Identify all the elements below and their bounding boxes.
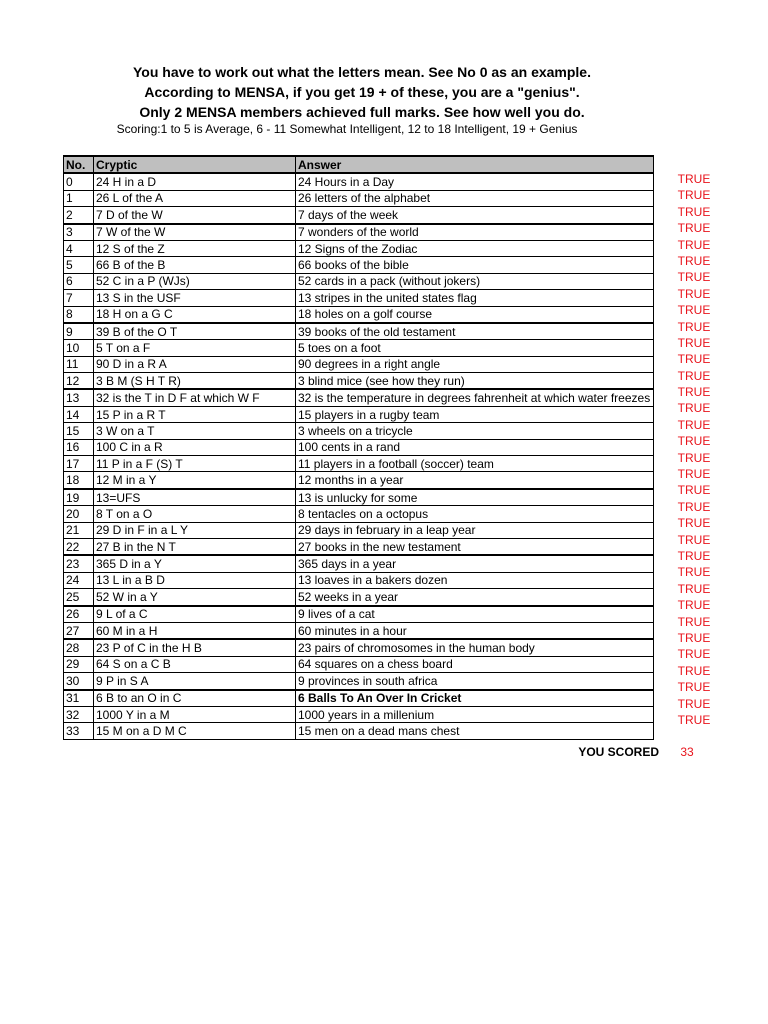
answer-cell: 32 is the temperature in degrees fahrenheit at which water freezes (296, 389, 654, 406)
table-row (64, 323, 654, 340)
table-row (64, 622, 654, 639)
result-cell: TRUE (677, 565, 711, 580)
result-cell: TRUE (677, 335, 711, 350)
table-row (64, 555, 654, 572)
cryptic-cell: 12 M in a Y (94, 472, 296, 489)
title-line-3: Only 2 MENSA members achieved full marks. See how well you do. (139, 104, 585, 120)
answer-cell: 39 books of the old testament (296, 323, 654, 340)
result-cell: TRUE (677, 385, 711, 400)
result-cell: TRUE (677, 548, 711, 563)
result-cell: TRUE (677, 204, 711, 219)
table-row (64, 273, 654, 289)
table-row (64, 690, 654, 707)
title-line-1: You have to work out what the letters mean. See No 0 as an example. (133, 64, 591, 80)
row-number: 26 (64, 606, 94, 623)
row-number: 22 (64, 538, 94, 555)
row-number: 18 (64, 472, 94, 489)
answer-cell: 12 months in a year (296, 472, 654, 489)
cryptic-cell: 9 P in S A (94, 673, 296, 690)
row-number: 2 (64, 207, 94, 224)
answer-cell: 15 men on a dead mans chest (296, 723, 654, 739)
answer-cell: 15 players in a rugby team (296, 406, 654, 422)
answer-cell: 60 minutes in a hour (296, 622, 654, 639)
cryptic-cell: 1000 Y in a M (94, 706, 296, 722)
result-cell: TRUE (677, 581, 711, 596)
result-cell: TRUE (677, 483, 711, 498)
result-cell: TRUE (677, 319, 711, 334)
result-cell: TRUE (677, 614, 711, 629)
row-number: 28 (64, 639, 94, 656)
table-row (64, 423, 654, 439)
cryptic-cell: 52 C in a P (WJs) (94, 273, 296, 289)
cryptic-cell: 5 T on a F (94, 340, 296, 356)
table-row (64, 207, 654, 224)
table-row (64, 406, 654, 422)
answer-cell: 9 lives of a cat (296, 606, 654, 623)
row-number: 1 (64, 190, 94, 206)
result-cell: TRUE (677, 352, 711, 367)
answer-cell: 8 tentacles on a octopus (296, 506, 654, 522)
table-row (64, 340, 654, 356)
cryptic-cell: 13=UFS (94, 489, 296, 506)
cryptic-cell: 3 B M (S H T R) (94, 373, 296, 390)
answer-cell: 5 toes on a foot (296, 340, 654, 356)
row-number: 30 (64, 673, 94, 690)
result-cell: TRUE (677, 253, 711, 268)
result-cell: TRUE (677, 221, 711, 236)
table-row (64, 656, 654, 672)
result-column (664, 171, 724, 728)
result-cell: TRUE (677, 712, 711, 727)
answer-cell: 24 Hours in a Day (296, 173, 654, 190)
answer-cell: 12 Signs of the Zodiac (296, 240, 654, 256)
cryptic-cell: 11 P in a F (S) T (94, 456, 296, 472)
result-cell: TRUE (677, 188, 711, 203)
result-cell: TRUE (677, 237, 711, 252)
table-row (64, 572, 654, 588)
cryptic-cell: 15 P in a R T (94, 406, 296, 422)
cryptic-cell: 24 H in a D (94, 173, 296, 190)
answer-cell: 66 books of the bible (296, 257, 654, 273)
scoring-note: Scoring:1 to 5 is Average, 6 - 11 Somewhat Intelligent, 12 to 18 Intelligent, 19 + Genius (116, 122, 578, 136)
answer-cell: 18 holes on a golf course (296, 306, 654, 323)
result-cell: TRUE (677, 417, 711, 432)
result-cell: TRUE (677, 663, 711, 678)
score-label: YOU SCORED (578, 745, 659, 759)
table-row (64, 190, 654, 206)
cryptic-cell: 7 W of the W (94, 224, 296, 241)
table-row (64, 706, 654, 722)
answer-cell: 7 days of the week (296, 207, 654, 224)
answer-cell: 26 letters of the alphabet (296, 190, 654, 206)
cryptic-cell: 52 W in a Y (94, 589, 296, 606)
cryptic-cell: 90 D in a R A (94, 356, 296, 372)
cryptic-cell: 9 L of a C (94, 606, 296, 623)
cryptic-cell: 64 S on a C B (94, 656, 296, 672)
table-header-row (64, 156, 654, 173)
answer-cell: 7 wonders of the world (296, 224, 654, 241)
table-row (64, 240, 654, 256)
cryptic-cell: 32 is the T in D F at which W F (94, 389, 296, 406)
answer-cell: 52 weeks in a year (296, 589, 654, 606)
table-row (64, 389, 654, 406)
table-row (64, 439, 654, 455)
answer-cell: 27 books in the new testament (296, 538, 654, 555)
cryptic-cell: 66 B of the B (94, 257, 296, 273)
answer-cell: 3 wheels on a tricycle (296, 423, 654, 439)
result-cell: TRUE (677, 598, 711, 613)
row-number: 23 (64, 555, 94, 572)
cryptic-cell: 3 W on a T (94, 423, 296, 439)
answer-cell: 52 cards in a pack (without jokers) (296, 273, 654, 289)
table-row (64, 589, 654, 606)
score-value: 33 (680, 745, 694, 759)
row-number: 8 (64, 306, 94, 323)
result-cell: TRUE (677, 680, 711, 695)
answer-cell: 6 Balls To An Over In Cricket (296, 690, 654, 707)
answer-cell: 64 squares on a chess board (296, 656, 654, 672)
quiz-table (63, 155, 654, 740)
row-number: 17 (64, 456, 94, 472)
table-row (64, 673, 654, 690)
table-row (64, 456, 654, 472)
cryptic-cell: 39 B of the O T (94, 323, 296, 340)
row-number: 11 (64, 356, 94, 372)
cryptic-cell: 12 S of the Z (94, 240, 296, 256)
row-number: 25 (64, 589, 94, 606)
answer-cell: 365 days in a year (296, 555, 654, 572)
row-number: 24 (64, 572, 94, 588)
row-number: 7 (64, 290, 94, 306)
result-cell: TRUE (677, 647, 711, 662)
column-header-no: No. (64, 156, 94, 173)
row-number: 0 (64, 173, 94, 190)
row-number: 5 (64, 257, 94, 273)
row-number: 31 (64, 690, 94, 707)
result-cell: TRUE (677, 368, 711, 383)
row-number: 6 (64, 273, 94, 289)
row-number: 12 (64, 373, 94, 390)
cryptic-cell: 365 D in a Y (94, 555, 296, 572)
cryptic-cell: 27 B in the N T (94, 538, 296, 555)
row-number: 15 (64, 423, 94, 439)
table-row (64, 373, 654, 390)
table-row (64, 257, 654, 273)
row-number: 14 (64, 406, 94, 422)
answer-cell: 3 blind mice (see how they run) (296, 373, 654, 390)
cryptic-cell: 18 H on a G C (94, 306, 296, 323)
result-cell: TRUE (677, 303, 711, 318)
answer-cell: 13 is unlucky for some (296, 489, 654, 506)
column-header-cryptic: Cryptic (94, 156, 296, 173)
table-row (64, 723, 654, 739)
row-number: 3 (64, 224, 94, 241)
row-number: 4 (64, 240, 94, 256)
table-row (64, 489, 654, 506)
result-cell: TRUE (677, 286, 711, 301)
result-cell: TRUE (677, 172, 711, 186)
row-number: 21 (64, 522, 94, 538)
table-row (64, 290, 654, 306)
answer-cell: 13 loaves in a bakers dozen (296, 572, 654, 588)
table-row (64, 224, 654, 241)
cryptic-cell: 26 L of the A (94, 190, 296, 206)
result-cell: TRUE (677, 401, 711, 416)
table-row (64, 538, 654, 555)
answer-cell: 1000 years in a millenium (296, 706, 654, 722)
result-cell: TRUE (677, 450, 711, 465)
cryptic-cell: 15 M on a D M C (94, 723, 296, 739)
result-cell: TRUE (677, 270, 711, 285)
answer-cell: 23 pairs of chromosomes in the human body (296, 639, 654, 656)
row-number: 29 (64, 656, 94, 672)
quiz-table-body (64, 173, 654, 739)
cryptic-cell: 8 T on a O (94, 506, 296, 522)
cryptic-cell: 100 C in a R (94, 439, 296, 455)
title-line-2: According to MENSA, if you get 19 + of these, you are a "genius". (144, 84, 580, 100)
row-number: 19 (64, 489, 94, 506)
cryptic-cell: 29 D in F in a L Y (94, 522, 296, 538)
result-cell: TRUE (677, 696, 711, 711)
row-number: 16 (64, 439, 94, 455)
cryptic-cell: 13 L in a B D (94, 572, 296, 588)
column-header-answer: Answer (296, 156, 654, 173)
table-row (64, 173, 654, 190)
row-number: 32 (64, 706, 94, 722)
row-number: 9 (64, 323, 94, 340)
table-row (64, 639, 654, 656)
result-cell: TRUE (677, 499, 711, 514)
result-cell: TRUE (677, 630, 711, 645)
cryptic-cell: 7 D of the W (94, 207, 296, 224)
table-row (64, 506, 654, 522)
answer-cell: 9 provinces in south africa (296, 673, 654, 690)
answer-cell: 90 degrees in a right angle (296, 356, 654, 372)
row-number: 33 (64, 723, 94, 739)
row-number: 13 (64, 389, 94, 406)
answer-cell: 29 days in february in a leap year (296, 522, 654, 538)
answer-cell: 13 stripes in the united states flag (296, 290, 654, 306)
answer-cell: 11 players in a football (soccer) team (296, 456, 654, 472)
table-row (64, 522, 654, 538)
table-row (64, 356, 654, 372)
row-number: 10 (64, 340, 94, 356)
row-number: 20 (64, 506, 94, 522)
result-cell: TRUE (677, 532, 711, 547)
cryptic-cell: 23 P of C in the H B (94, 639, 296, 656)
table-row (64, 306, 654, 323)
result-cell: TRUE (677, 434, 711, 449)
table-row (64, 606, 654, 623)
table-row (64, 472, 654, 489)
cryptic-cell: 6 B to an O in C (94, 690, 296, 707)
row-number: 27 (64, 622, 94, 639)
cryptic-cell: 13 S in the USF (94, 290, 296, 306)
cryptic-cell: 60 M in a H (94, 622, 296, 639)
result-cell: TRUE (677, 467, 711, 482)
result-cell: TRUE (677, 516, 711, 531)
answer-cell: 100 cents in a rand (296, 439, 654, 455)
